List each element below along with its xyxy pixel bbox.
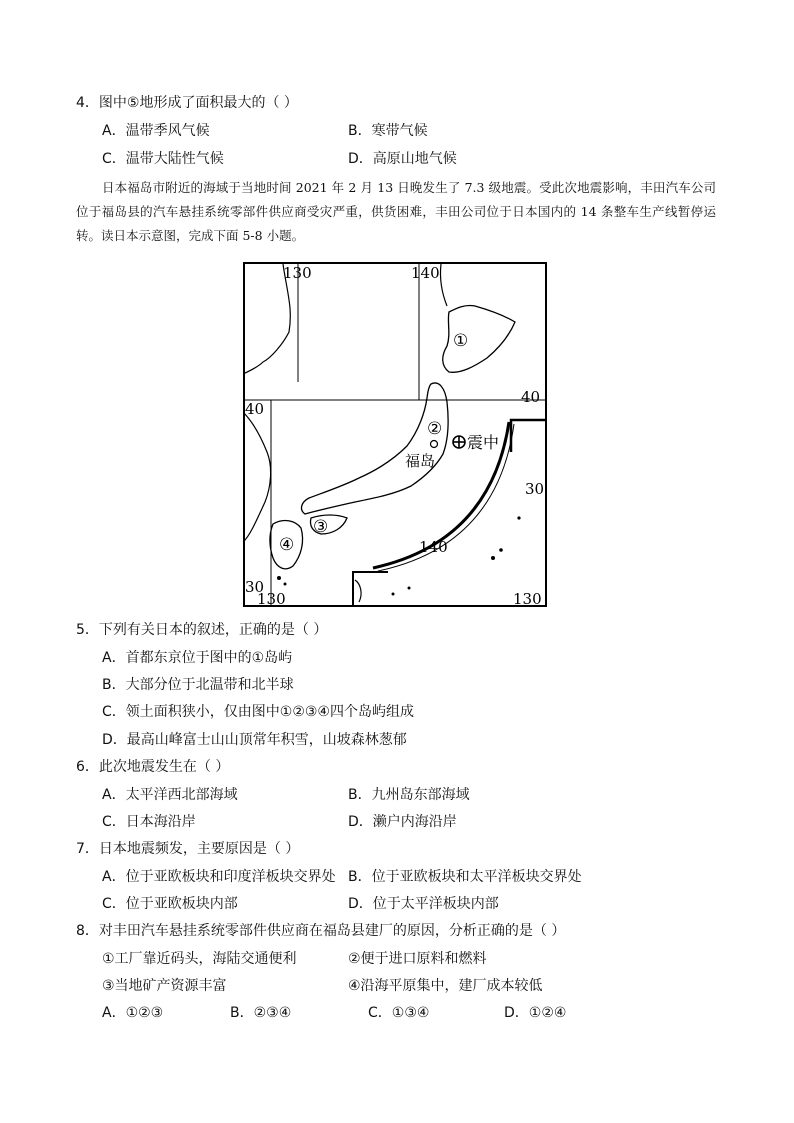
lon-label-130-top: 130 (283, 264, 312, 282)
japan-map (243, 262, 547, 607)
q6-option-d: D．濑户内海沿岸 (348, 814, 457, 830)
epicenter-icon (453, 436, 465, 448)
q6-option-a: A．太平洋西北部海域 (102, 787, 238, 803)
passage-text: 日本福岛市附近的海域于当地时间 2021 年 2 月 13 日晚发生了 7.3 级地震。受此次地震影响，丰田汽车公司位于福岛县的汽车悬挂系统零部件供应商受灾严重，供货困难，丰田公司位于日本国内的 14 条整车生产线暂停运转。读日本示意图，完成下面 5-8 小题。 (76, 180, 716, 243)
q8-statement-2: ②便于进口原料和燃料 (348, 951, 487, 967)
q4-stem: 4．图中⑤地形成了面积最大的（ ） (76, 95, 298, 111)
q5-option-b: B．大部分位于北温带和北半球 (102, 677, 294, 693)
q7-option-b: B．位于亚欧板块和太平洋板块交界处 (348, 869, 582, 885)
lon-label-140-top: 140 (411, 264, 440, 282)
lon-label-130-bottom-left: 130 (257, 590, 286, 607)
lat-label-30-right: 30 (525, 480, 545, 498)
q8-option-d: D．①②④ (504, 1005, 567, 1021)
q8-option-b: B．②③④ (230, 1005, 292, 1021)
lat-label-40-right: 40 (521, 388, 541, 406)
q4-option-d: D．高原山地气候 (348, 151, 457, 167)
q8-stem: 8．对丰田汽车悬挂系统零部件供应商在福岛县建厂的原因，分析正确的是（ ） (76, 923, 566, 939)
island-label-3: ③ (313, 517, 329, 537)
q4-option-b: B．寒带气候 (348, 123, 428, 139)
q7-stem: 7．日本地震频发，主要原因是（ ） (76, 841, 300, 857)
q5-option-d: D．最高山峰富士山山顶常年积雪，山坡森林葱郁 (102, 732, 407, 748)
q5-option-a: A．首都东京位于图中的①岛屿 (102, 650, 293, 666)
q6-option-c: C．日本海沿岸 (102, 814, 196, 830)
q7-option-c: C．位于亚欧板块内部 (102, 896, 238, 912)
q8-statement-3: ③当地矿产资源丰富 (102, 978, 227, 994)
island-label-2: ② (427, 419, 443, 439)
city-label-fukushima: 福岛 (405, 452, 436, 470)
q8-option-c: C．①③④ (368, 1005, 430, 1021)
q7-option-a: A．位于亚欧板块和印度洋板块交界处 (102, 869, 336, 885)
island-label-4: ④ (279, 535, 295, 555)
lat-label-30-left: 30 (245, 578, 265, 596)
q5-option-c: C．领土面积狭小，仅由图中①②③④四个岛屿组成 (102, 704, 414, 720)
lat-label-40-left: 40 (245, 400, 265, 418)
q4-option-a: A．温带季风气候 (102, 123, 210, 139)
q7-option-d: D．位于太平洋板块内部 (348, 896, 499, 912)
q4-option-c: C．温带大陆性气候 (102, 151, 224, 167)
island-label-1: ① (453, 331, 469, 351)
lon-label-130-bottom-right: 130 (513, 590, 542, 607)
q8-statement-4: ④沿海平原集中，建厂成本较低 (348, 978, 543, 994)
epicenter-label: 震中 (467, 433, 500, 452)
q5-stem: 5．下列有关日本的叙述，正确的是（ ） (76, 622, 328, 638)
q8-option-a: A．①②③ (102, 1005, 164, 1021)
q8-statement-1: ①工厂靠近码头，海陆交通便利 (102, 951, 297, 967)
q6-option-b: B．九州岛东部海域 (348, 787, 470, 803)
lon-label-140-bottom: 140 (419, 538, 448, 556)
q6-stem: 6．此次地震发生在（ ） (76, 759, 230, 775)
